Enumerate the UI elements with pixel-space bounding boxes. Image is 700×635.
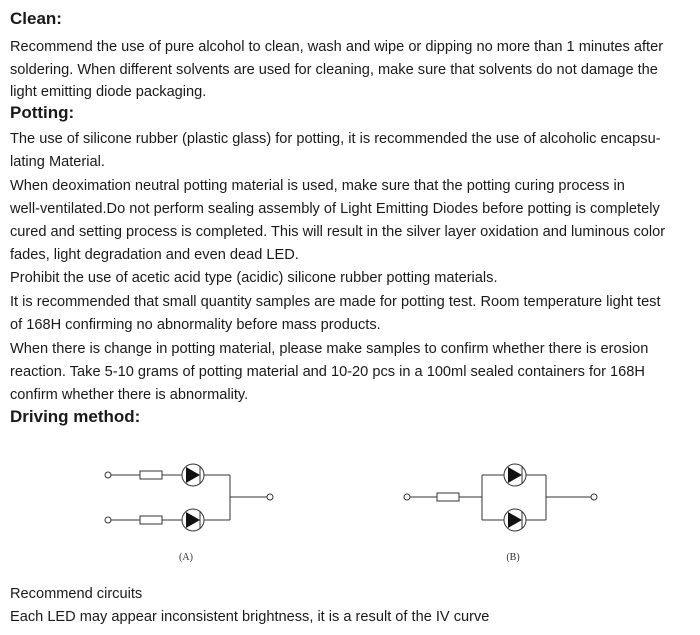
potting-text-line: fades, light degradation and even dead LED. xyxy=(10,247,299,263)
clean-text-line: soldering. When different solvents are used for cleaning, make sure that solvents do not damage the xyxy=(10,62,658,78)
driving-text-line: Recommend circuits xyxy=(10,586,143,602)
circuit-diagrams xyxy=(0,440,700,580)
circuit-a xyxy=(105,464,273,531)
resistor-symbol xyxy=(140,516,162,524)
potting-heading: Potting: xyxy=(10,103,75,122)
potting-text-line: reaction. Take 5-10 grams of potting material and 10-20 pcs in a 100ml sealed containers for 168H xyxy=(10,364,645,380)
driving-method-heading: Driving method: xyxy=(10,407,141,426)
clean-text-line: light emitting diode packaging. xyxy=(10,84,207,100)
potting-text-line: When deoximation neutral potting material is used, make sure that the potting curing process in xyxy=(10,178,625,194)
resistor-symbol xyxy=(437,493,459,501)
terminal-node xyxy=(105,472,111,478)
clean-heading: Clean: xyxy=(10,9,62,28)
resistor-symbol xyxy=(140,471,162,479)
potting-text-line: When there is change in potting material, please make samples to confirm whether there is erosion xyxy=(10,341,649,357)
potting-text-line: confirm whether there is abnormality. xyxy=(10,387,249,403)
diagram-b-label: (B) xyxy=(506,552,520,563)
potting-text-line: well-ventilated.Do not perform sealing assembly of Light Emitting Diodes before potting is completely xyxy=(10,201,660,217)
potting-text-line: It is recommended that small quantity samples are made for potting test. Room temperature light test xyxy=(10,294,661,310)
potting-text-line: of 168H confirming no abnormality before mass products. xyxy=(10,317,381,333)
clean-text-line: Recommend the use of pure alcohol to clean, wash and wipe or dipping no more than 1 minutes after xyxy=(10,39,664,55)
terminal-node xyxy=(404,494,410,500)
terminal-node xyxy=(105,517,111,523)
terminal-node xyxy=(591,494,597,500)
circuit-b xyxy=(404,464,597,531)
potting-text-line: Prohibit the use of acetic acid type (acidic) silicone rubber potting materials. xyxy=(10,270,498,286)
potting-text-line: The use of silicone rubber (plastic glass) for potting, it is recommended the use of alcoholic encapsu- xyxy=(10,131,661,147)
potting-text-line: cured and setting process is completed. This will result in the silver layer oxidation and luminous color xyxy=(10,224,666,240)
diagram-a-label: (A) xyxy=(179,552,193,563)
terminal-node xyxy=(267,494,273,500)
potting-text-line: lating Material. xyxy=(10,154,105,170)
driving-text-line: Each LED may appear inconsistent brightness, it is a result of the IV curve xyxy=(10,609,490,625)
